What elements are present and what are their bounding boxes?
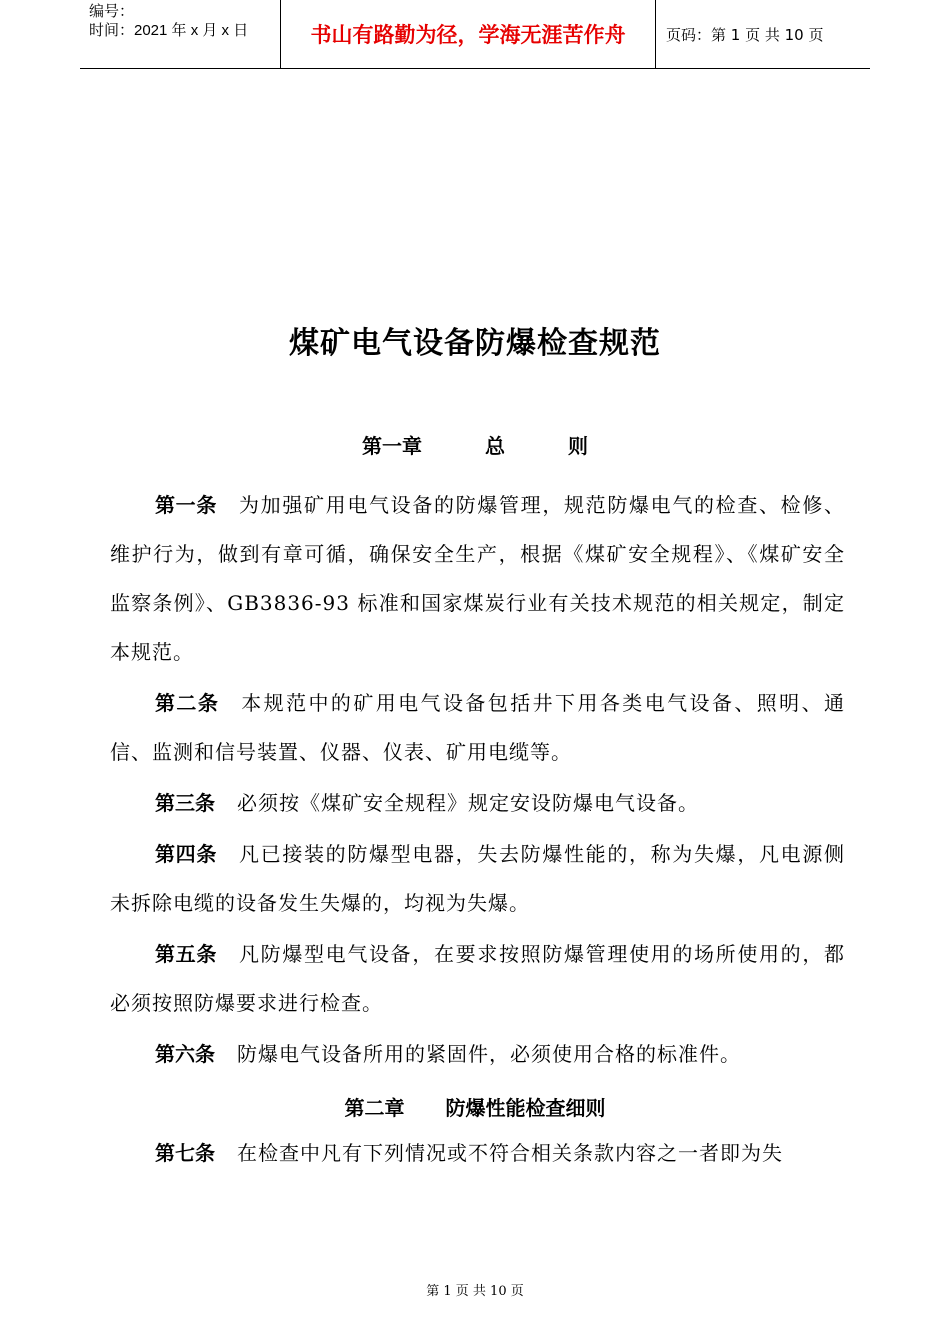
chapter-1-name-part2: 则 [567, 434, 588, 458]
document-title: 煤矿电气设备防爆检查规范 [289, 326, 661, 361]
article-text: 本规范中的矿用电气设备包括井下用各类电气设备、照明、通信、监测和信号装置、仪器、仪表、矿用电缆等。 [110, 691, 846, 764]
chapter-1-number: 第一章 [362, 434, 423, 458]
article-7 [110, 1129, 845, 1178]
article-2 [110, 679, 845, 777]
header-meta [80, 0, 281, 68]
article-label: 第七条 [155, 1141, 215, 1165]
page-header [80, 0, 870, 69]
article-4 [110, 830, 845, 928]
chapter-1-name-part1: 总 [485, 434, 505, 458]
chapter-1-body [110, 481, 845, 1079]
article-3 [110, 779, 845, 828]
article-6 [110, 1030, 845, 1079]
article-5 [110, 930, 845, 1028]
serial-label: 编号： [89, 3, 135, 20]
article-1 [110, 481, 845, 677]
article-text: 必须按《煤矿安全规程》规定安设防爆电气设备。 [237, 791, 699, 815]
article-text: 防爆电气设备所用的紧固件，必须使用合格的标准件。 [237, 1042, 741, 1066]
article-label: 第五条 [155, 942, 217, 966]
article-text: 凡已接装的防爆型电器，失去防爆性能的，称为失爆，凡电源侧未拆除电缆的设备发生失爆的，均视为失爆。 [110, 842, 845, 915]
article-label: 第三条 [155, 791, 215, 815]
header-page-info: 页码：第 1 页 共 10 页 [666, 25, 824, 44]
chapter-2-body [110, 1129, 845, 1178]
chapter-2-name: 防爆性能检查细则 [445, 1096, 606, 1120]
article-label: 第四条 [155, 842, 217, 866]
article-label: 第六条 [155, 1042, 215, 1066]
article-text: 凡防爆型电气设备，在要求按照防爆管理使用的场所使用的，都必须按照防爆要求进行检查。 [110, 942, 845, 1015]
article-text: 为加强矿用电气设备的防爆管理，规范防爆电气的检查、检修、维护行为，做到有章可循，确保安全生产，根据《煤矿安全规程》、《煤矿安全监察条例》、GB3836-93 标准和国家煤炭行业有关技术规范的相关规定，制定本规范。 [110, 493, 845, 664]
date-label: 时间：2021 年 x 月 x 日 [89, 22, 249, 39]
chapter-1-heading [0, 430, 950, 459]
chapter-2-heading [0, 1092, 950, 1121]
article-label: 第二条 [155, 691, 220, 715]
page-footer: 第 1 页 共 10 页 [426, 1284, 524, 1299]
article-label: 第一条 [155, 493, 217, 517]
article-text: 在检查中凡有下列情况或不符合相关条款内容之一者即为失 [237, 1141, 783, 1165]
chapter-2-number: 第二章 [344, 1096, 405, 1120]
header-motto: 书山有路勤为径，学海无涯苦作舟 [281, 0, 656, 68]
